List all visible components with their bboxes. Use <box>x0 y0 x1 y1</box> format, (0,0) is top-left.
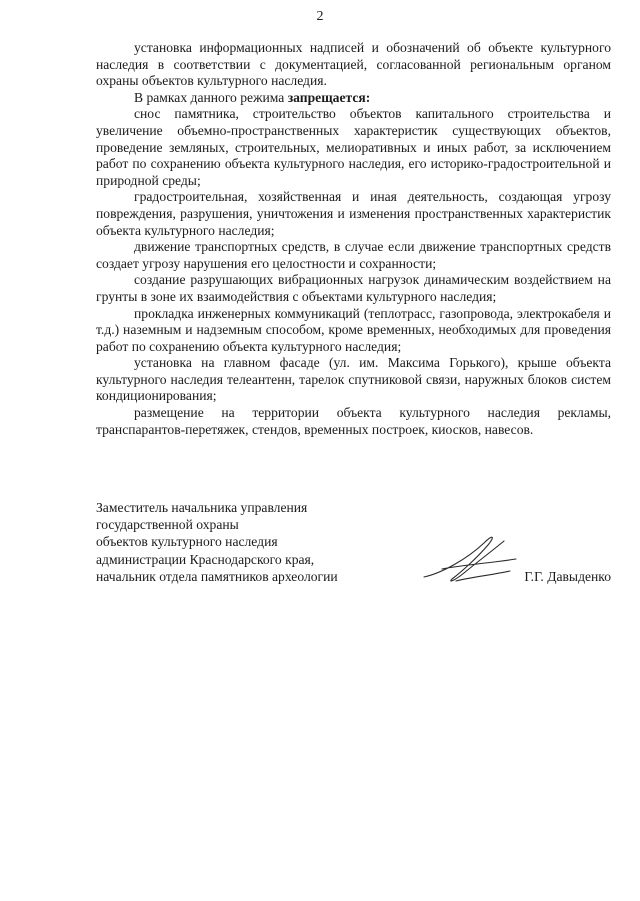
signatory-position <box>96 499 396 585</box>
signatory-line-1: Заместитель начальника управления <box>96 500 308 515</box>
paragraph-info-signs: установка информационных надписей и обозначений об объекте культурного наследия в соответствии с документацией, согласованной региональным органом охраны объектов культурного наследия. <box>96 40 611 89</box>
signatory-line-3: объектов культурного наследия <box>96 534 278 550</box>
signature-block <box>96 499 611 599</box>
document-body <box>96 40 611 438</box>
handwritten-signature <box>412 529 532 589</box>
paragraph-advertising: размещение на территории объекта культурного наследия рекламы, транспарантов-перетяжек, стендов, временных построек, киосков, навесов. <box>96 405 611 437</box>
signatory-line-5: начальник отдела памятников археологии <box>96 568 338 584</box>
paragraph-demolition: снос памятника, строительство объектов капитального строительства и увеличение объемно-пространственных характеристик существующих объектов, проведение земляных, строительных, мелиоративных и иных работ, за исключением работ по сохранению объекта культурного наследия, его историко-градостроительной и природной среды; <box>96 106 611 188</box>
page-number: 2 <box>316 9 324 24</box>
prohibited-keyword: запрещается: <box>287 89 371 105</box>
paragraph-traffic: движение транспортных средств, в случае если движение транспортных средств создает угрозу нарушения его целостности и сохранности; <box>96 239 611 271</box>
signatory-name: Г.Г. Давыденко <box>524 568 611 584</box>
signatory-line-2: государственной охраны <box>96 517 239 533</box>
paragraph-facade-equipment: установка на главном фасаде (ул. им. Максима Горького), крыше объекта культурного наследия телеантенн, тарелок спутниковой связи, наружных блоков систем кондиционирования; <box>96 355 611 404</box>
paragraph-utilities: прокладка инженерных коммуникаций (теплотрасс, газопровода, электрокабеля и т.д.) наземным и надземным способом, кроме временных, необходимых для проведения работ по сохранению объекта культурного наследия; <box>96 305 611 354</box>
prohibited-intro-text: В рамках данного режима <box>134 89 288 105</box>
paragraph-vibration: создание разрушающих вибрационных нагрузок динамическим воздействием на грунты в зоне их взаимодействия с объектами культурного наследия; <box>96 272 611 304</box>
signatory-line-4: администрации Краснодарского края, <box>96 551 315 567</box>
paragraph-prohibited-intro <box>96 90 611 107</box>
paragraph-urban-activity: градостроительная, хозяйственная и иная деятельность, создающая угрозу повреждения, разрушения, уничтожения и изменения пространственных характеристик объекта культурного наследия; <box>96 189 611 238</box>
